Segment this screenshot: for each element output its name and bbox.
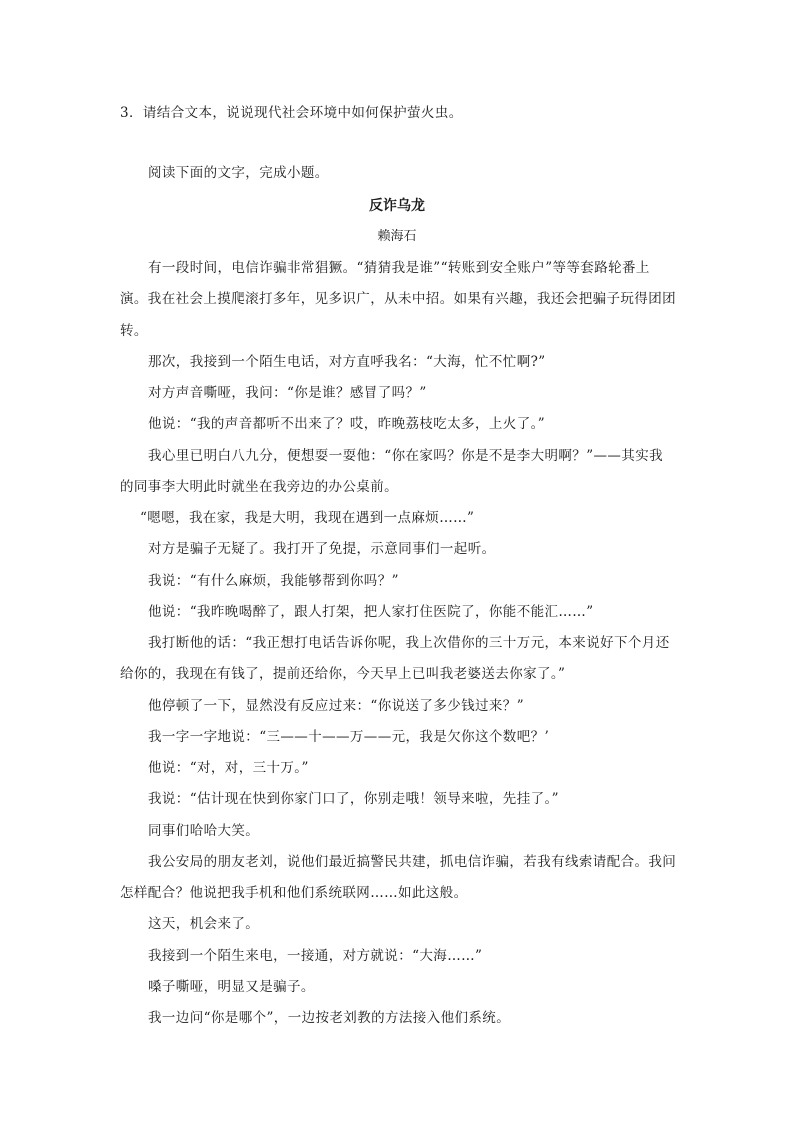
paragraph-line: 这天，机会来了。 bbox=[148, 916, 260, 932]
paragraph-line: 对方是骗子无疑了。我打开了免提，示意同事们一起听。 bbox=[148, 541, 496, 557]
article-title: 反诈乌龙 bbox=[369, 198, 425, 214]
paragraph-line: “嗯嗯，我在家，我是大明，我现在遇到一点麻烦……” bbox=[140, 510, 475, 526]
paragraph-line: 演。我在社会上摸爬滚打多年，见多识广，从未中招。如果有兴趣，我还会把骗子玩得团团 bbox=[120, 291, 676, 307]
paragraph-line: 他说：“我的声音都听不出来了？哎，昨晚荔枝吃太多，上火了。” bbox=[148, 416, 546, 432]
paragraph-line: 转。 bbox=[120, 323, 148, 339]
paragraph-line: 嗓子嘶哑，明显又是骗子。 bbox=[148, 979, 315, 995]
paragraph-line: 我心里已明白八九分，便想耍一耍他：“你在家吗？你是不是李大明啊？”——其实我 bbox=[148, 448, 664, 464]
paragraph-line: 我一边问“你是哪个”，一边按老刘教的方法接入他们系统。 bbox=[148, 1010, 511, 1026]
paragraph-line: 的同事李大明此时就坐在我旁边的办公桌前。 bbox=[120, 479, 398, 495]
paragraph-line: 有一段时间，电信诈骗非常猖獗。“猜猜我是谁”“转账到安全账户”等等套路轮番上 bbox=[148, 260, 650, 276]
paragraph-line: 怎样配合？他说把我手机和他们系统联网……如此这般。 bbox=[120, 885, 468, 901]
paragraph-line: 那次，我接到一个陌生电话，对方直呼我名：“大海，忙不忙啊?” bbox=[148, 354, 546, 370]
paragraph-line: 他说：“我昨晚喝醉了，跟人打架，把人家打住医院了，你能不能汇……” bbox=[148, 604, 594, 620]
reading-instruction: 阅读下面的文字，完成小题。 bbox=[148, 165, 329, 181]
paragraph-line: 我公安局的朋友老刘，说他们最近搞警民共建，抓电信诈骗，若我有线索请配合。我问 bbox=[148, 854, 677, 870]
paragraph-line: 我说：“有什么麻烦，我能够帮到你吗？” bbox=[148, 573, 399, 589]
paragraph-line: 他说：“对，对，三十万。” bbox=[148, 760, 309, 776]
question-3: 3．请结合文本，说说现代社会环境中如何保护萤火虫。 bbox=[120, 105, 463, 121]
article-author: 赖海石 bbox=[377, 229, 417, 244]
paragraph-line: 他停顿了一下，显然没有反应过来：“你说送了多少钱过来？” bbox=[148, 698, 525, 714]
paragraph-line: 我一字一字地说：“三——十——万——元，我是欠你这个数吧？’ bbox=[148, 729, 550, 745]
paragraph-line: 同事们哈哈大笑。 bbox=[148, 823, 260, 839]
paragraph-line: 给你的，我现在有钱了，提前还给你，今天早上已叫我老婆送去你家了。” bbox=[120, 666, 566, 682]
paragraph-line: 对方声音嘶哑，我问：“你是谁？感冒了吗？” bbox=[148, 385, 427, 401]
paragraph-line: 我打断他的话：“我正想打电话告诉你呢，我上次借你的三十万元，本来说好下个月还 bbox=[148, 635, 670, 651]
paragraph-line: 我说：“估计现在快到你家门口了，你别走哦！领导来啦，先挂了。” bbox=[148, 791, 559, 807]
paragraph-line: 我接到一个陌生来电，一接通，对方就说：“大海……” bbox=[148, 948, 483, 964]
